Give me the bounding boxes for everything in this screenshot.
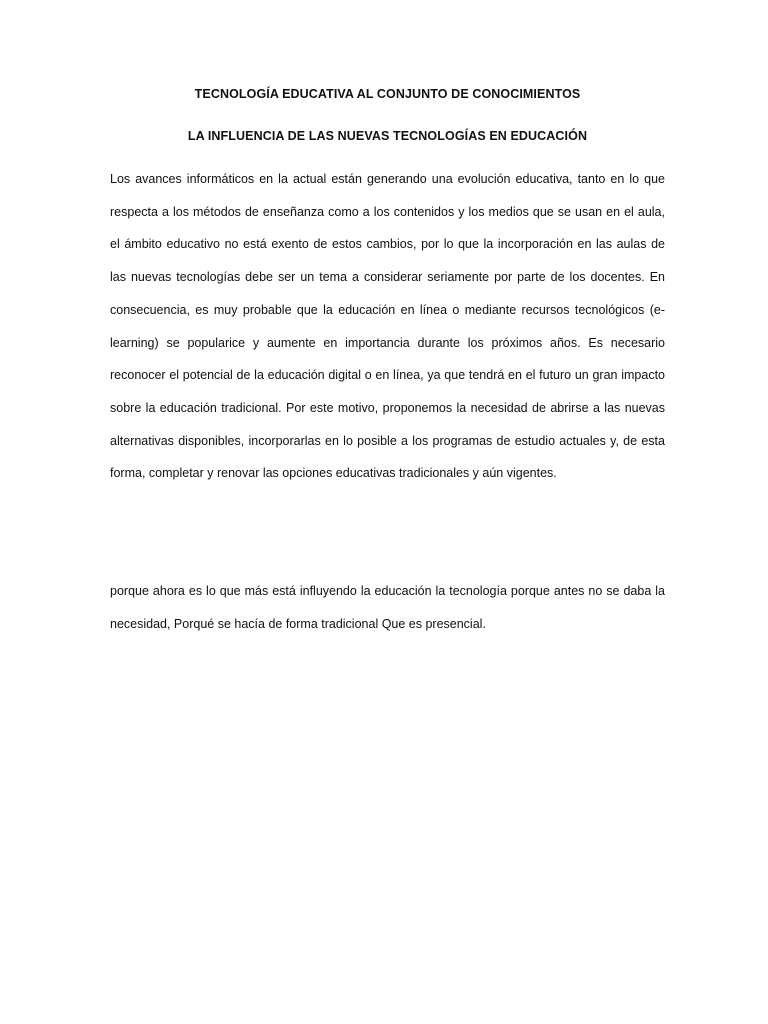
body-paragraph-1: Los avances informáticos en la actual están generando una evolución educativa, tanto en lo que respecta a los métodos de enseñanza como a los contenidos y los medios que se usan en el aula, el ámbito educativo no está exento de estos cambios, por lo que la incorporación en las aulas de las nuevas tecnologías debe ser un tema a considerar seriamente por parte de los docentes. En consecuencia, es muy probable que la educación en línea o mediante recursos tecnológicos (e-learning) se popularice y aumente en importancia durante los próximos años. Es necesario reconocer el potencial de la educación digital o en línea, ya que tendrá en el futuro un gran impacto sobre la educación tradicional. Por este motivo, proponemos la necesidad de abrirse a las nuevas alternativas disponibles, incorporarlas en lo posible a los programas de estudio actuales y, de esta forma, completar y renovar las opciones educativas tradicionales y aún vigentes.	[110, 172, 665, 481]
document-title: TECNOLOGÍA EDUCATIVA AL CONJUNTO DE CONOCIMIENTOS	[194, 87, 581, 101]
body-paragraph-2: porque ahora es lo que más está influyendo la educación la tecnología porque antes no se daba la necesidad, Porqué se hacía de forma tradicional Que es presencial.	[110, 584, 665, 631]
document-subtitle: LA INFLUENCIA DE LAS NUEVAS TECNOLOGÍAS EN EDUCACIÓN	[187, 129, 588, 143]
